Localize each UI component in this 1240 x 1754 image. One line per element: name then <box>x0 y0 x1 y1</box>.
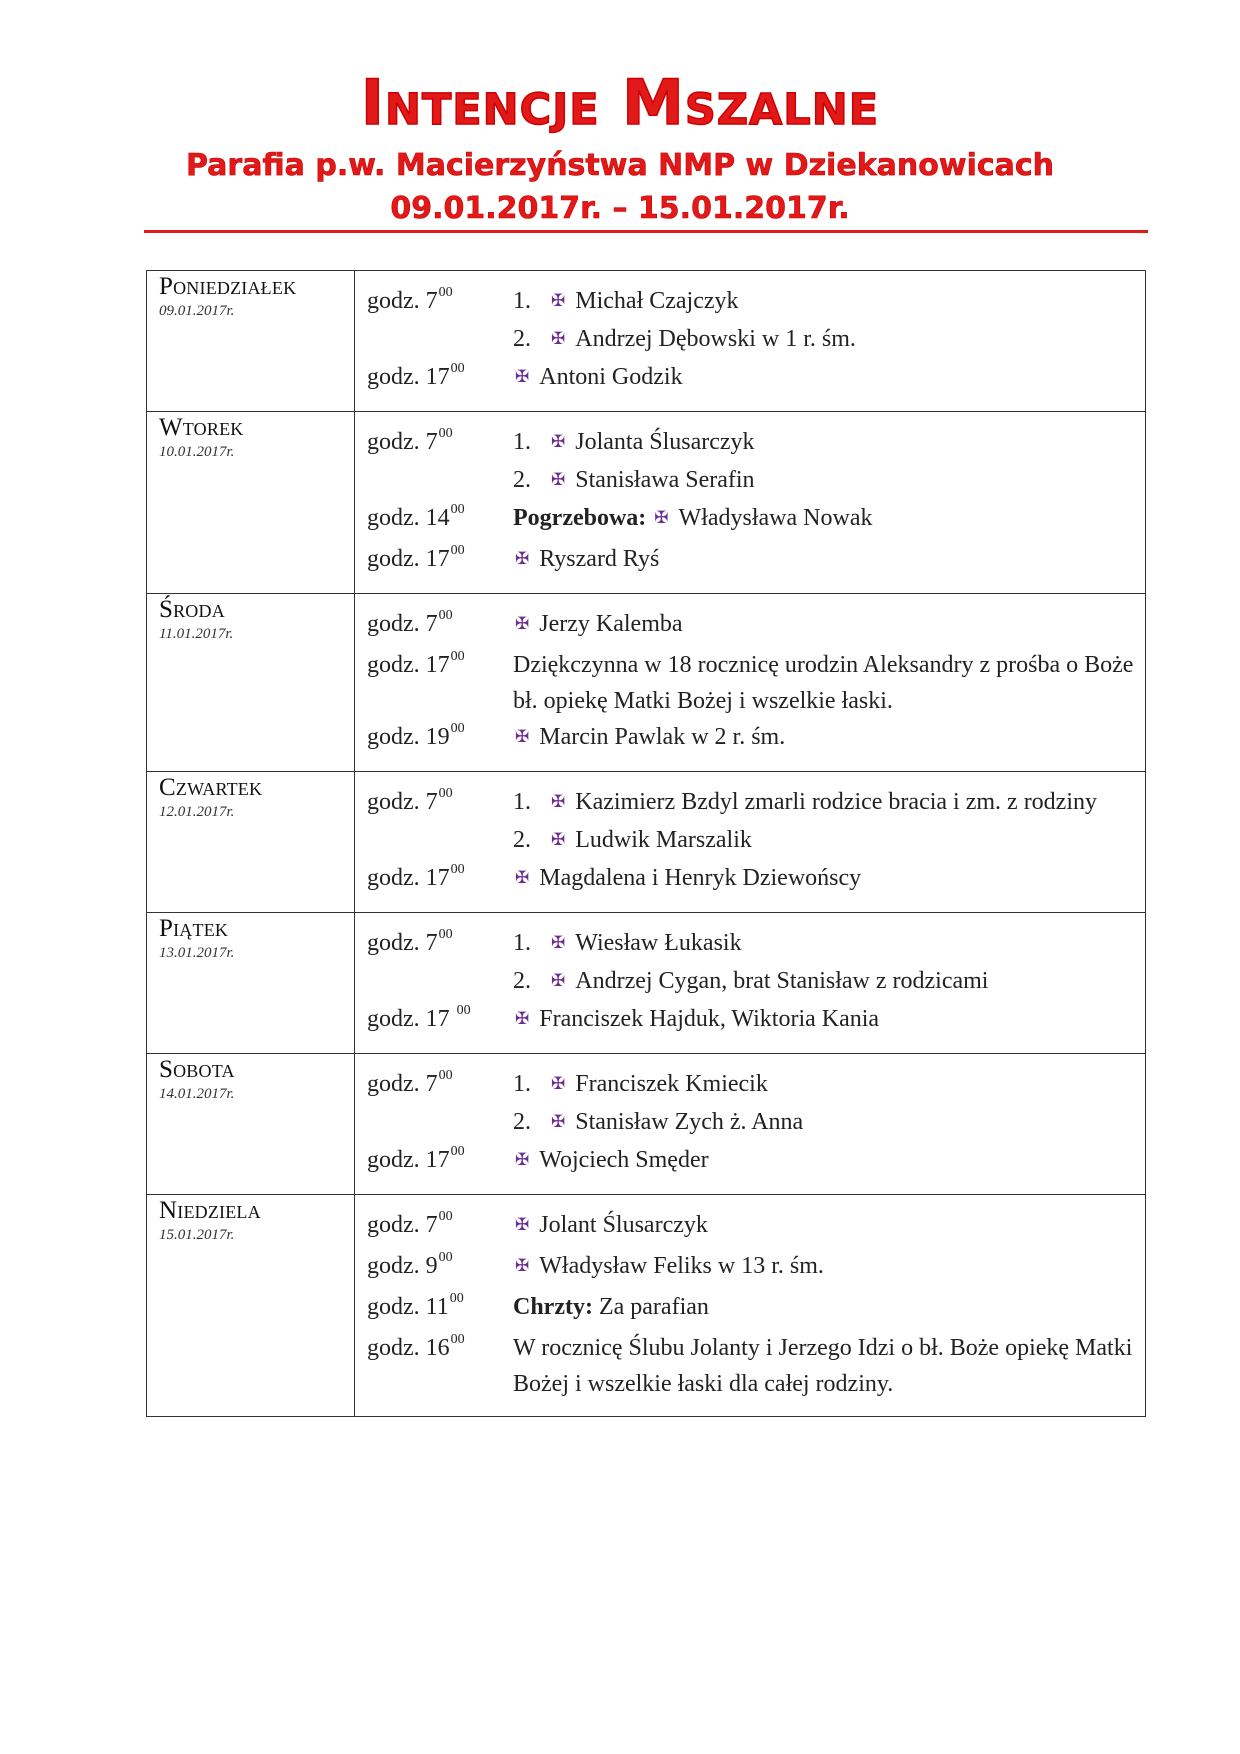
day-row <box>147 412 1146 594</box>
day-cell <box>147 594 355 772</box>
day-row <box>147 772 1146 913</box>
intention-entry <box>513 1066 1135 1104</box>
cross-icon: ✠ <box>551 329 566 348</box>
mass-minute: 00 <box>438 786 453 801</box>
day-cell <box>147 772 355 913</box>
mass-minute: 00 <box>450 1332 465 1347</box>
godz-label: godz. <box>367 789 420 815</box>
day-name: Piątek <box>159 915 229 942</box>
intention-text: Andrzej Dębowski w 1 r. śm. <box>575 326 856 352</box>
intention-text: Ludwik Marszalik <box>575 827 752 853</box>
intention-number: 2. <box>513 1109 531 1135</box>
page-title: Intencje Mszalne <box>360 66 880 139</box>
intention-entry <box>513 963 1135 1001</box>
intention-text: Za parafian <box>598 1294 709 1320</box>
intention-entry <box>513 1104 1135 1142</box>
godz-label: godz. <box>367 930 420 956</box>
cross-icon: ✠ <box>515 614 530 633</box>
mass-minute: 00 <box>438 285 453 300</box>
day-date: 09.01.2017r. <box>159 303 235 319</box>
mass-time <box>365 543 513 573</box>
intention-entry <box>513 283 1135 321</box>
mass-time <box>365 1291 513 1321</box>
mass-line <box>365 1142 1135 1180</box>
godz-label: godz. <box>367 652 420 678</box>
mass-type-label: Chrzty: <box>513 1294 593 1320</box>
cross-icon: ✠ <box>515 1009 530 1028</box>
mass-hour: 7 <box>425 611 438 637</box>
mass-line <box>365 424 1135 462</box>
mass-minute: 00 <box>450 543 465 558</box>
mass-hour: 7 <box>425 1212 438 1238</box>
cross-icon: ✠ <box>515 868 530 887</box>
mass-line <box>365 500 1135 541</box>
mass-time <box>365 649 513 679</box>
godz-label: godz. <box>367 288 420 314</box>
mass-line <box>365 1248 1135 1289</box>
cross-icon: ✠ <box>515 367 530 386</box>
mass-minute: 00 <box>450 502 465 517</box>
mass-hour: 17 <box>425 364 450 390</box>
intention-text: Jolant Ślusarczyk <box>539 1212 708 1238</box>
intention-text: Michał Czajczyk <box>575 288 739 314</box>
intention-entry <box>513 1001 1135 1039</box>
intention-text: Franciszek Hajduk, Wiktoria Kania <box>539 1006 880 1032</box>
day-date: 14.01.2017r. <box>159 1086 235 1102</box>
godz-label: godz. <box>367 1253 420 1279</box>
intention-entry <box>513 321 1135 359</box>
mass-time <box>365 1250 513 1280</box>
schedule-body <box>147 271 1146 1417</box>
mass-time <box>365 786 513 816</box>
intention-entry <box>513 1207 1135 1245</box>
day-name: Wtorek <box>159 414 244 441</box>
intention-number: 1. <box>513 789 531 815</box>
cross-icon: ✠ <box>515 1256 530 1275</box>
mass-time <box>365 862 513 892</box>
godz-label: godz. <box>367 1071 420 1097</box>
day-date: 15.01.2017r. <box>159 1227 235 1243</box>
intention-number: 1. <box>513 930 531 956</box>
day-cell <box>147 913 355 1054</box>
cross-icon: ✠ <box>551 830 566 849</box>
cross-icon: ✠ <box>515 549 530 568</box>
mass-hour: 17 <box>425 652 450 678</box>
godz-label: godz. <box>367 1294 420 1320</box>
mass-line <box>365 1001 1135 1039</box>
mass-time <box>365 1209 513 1239</box>
mass-line <box>365 1289 1135 1330</box>
intention-entry <box>513 1248 1135 1286</box>
mass-hour: 17 <box>425 546 450 572</box>
page-header <box>0 66 1240 230</box>
intention-text: Marcin Pawlak w 2 r. śm. <box>539 724 786 750</box>
mass-time <box>365 1003 513 1033</box>
cross-icon: ✠ <box>551 470 566 489</box>
godz-label: godz. <box>367 546 420 572</box>
intention-number: 1. <box>513 429 531 455</box>
mass-minute: 00 <box>450 649 465 664</box>
mass-minute: 00 <box>450 721 465 736</box>
intention-text: Jerzy Kalemba <box>539 611 683 637</box>
mass-time <box>365 426 513 456</box>
mass-line <box>365 541 1135 579</box>
mass-time <box>365 361 513 391</box>
cross-icon: ✠ <box>515 1215 530 1234</box>
cross-icon: ✠ <box>515 727 530 746</box>
intention-entry <box>513 822 1135 860</box>
intention-text: Franciszek Kmiecik <box>575 1071 768 1097</box>
mass-hour: 17 <box>425 1147 450 1173</box>
mass-hour: 17 <box>425 1006 456 1032</box>
day-cell <box>147 1195 355 1417</box>
godz-label: godz. <box>367 724 420 750</box>
mass-time <box>365 1144 513 1174</box>
day-name: Sobota <box>159 1056 235 1083</box>
mass-time <box>365 927 513 957</box>
day-date: 13.01.2017r. <box>159 945 235 961</box>
intention-text: Magdalena i Henryk Dziewońscy <box>539 865 862 891</box>
cross-icon: ✠ <box>654 508 669 527</box>
mass-line <box>365 1330 1135 1402</box>
cross-icon: ✠ <box>551 971 566 990</box>
mass-line <box>365 359 1135 397</box>
cross-icon: ✠ <box>551 1112 566 1131</box>
mass-type-label: Pogrzebowa: <box>513 505 647 531</box>
intention-entry <box>513 359 1135 397</box>
mass-time <box>365 1332 513 1362</box>
cross-icon: ✠ <box>515 1150 530 1169</box>
intention-text: Wiesław Łukasik <box>575 930 742 956</box>
intention-text: W rocznicę Ślubu Jolanty i Jerzego Idzi o bł. Boże opiekę Matki Bożej i wszelkie łaski dla całej rodziny. <box>513 1335 1133 1397</box>
mass-hour: 7 <box>425 789 438 815</box>
godz-label: godz. <box>367 429 420 455</box>
godz-label: godz. <box>367 505 420 531</box>
mass-line <box>365 1104 1135 1142</box>
mass-hour: 7 <box>425 930 438 956</box>
mass-hour: 14 <box>425 505 450 531</box>
mass-hour: 7 <box>425 429 438 455</box>
cross-icon: ✠ <box>551 1074 566 1093</box>
godz-label: godz. <box>367 865 420 891</box>
mass-time <box>365 502 513 532</box>
day-name: Poniedziałek <box>159 273 297 300</box>
intention-entry <box>513 424 1135 462</box>
mass-hour: 7 <box>425 288 438 314</box>
godz-label: godz. <box>367 611 420 637</box>
mass-hour: 17 <box>425 865 450 891</box>
intention-text: Ryszard Ryś <box>539 546 660 572</box>
cross-icon: ✠ <box>551 432 566 451</box>
mass-hour: 9 <box>425 1253 438 1279</box>
godz-label: godz. <box>367 1006 420 1032</box>
mass-minute: 00 <box>450 862 465 877</box>
mass-line <box>365 719 1135 757</box>
mass-hour: 11 <box>425 1294 449 1320</box>
date-range: 09.01.2017r. – 15.01.2017r. <box>390 191 850 226</box>
intention-entry <box>513 1289 1135 1325</box>
mass-line <box>365 925 1135 963</box>
day-date: 10.01.2017r. <box>159 444 235 460</box>
intention-entry <box>513 860 1135 898</box>
mass-minute: 00 <box>456 1003 471 1018</box>
mass-line <box>365 963 1135 1001</box>
mass-minute: 00 <box>438 608 453 623</box>
cross-icon: ✠ <box>551 291 566 310</box>
day-cell <box>147 412 355 594</box>
mass-minute: 00 <box>449 1291 464 1306</box>
cross-icon: ✠ <box>551 792 566 811</box>
masses-cell <box>355 913 1146 1054</box>
mass-minute: 00 <box>438 426 453 441</box>
intention-entry <box>513 541 1135 579</box>
day-name: Środa <box>159 596 225 623</box>
intention-entry <box>513 925 1135 963</box>
mass-minute: 00 <box>438 927 453 942</box>
mass-line <box>365 860 1135 898</box>
day-row <box>147 913 1146 1054</box>
godz-label: godz. <box>367 1212 420 1238</box>
mass-line <box>365 784 1135 822</box>
intention-entry <box>513 1330 1135 1402</box>
intention-number: 2. <box>513 827 531 853</box>
header-divider <box>144 230 1148 233</box>
day-row <box>147 1054 1146 1195</box>
intention-number: 1. <box>513 288 531 314</box>
intention-number: 2. <box>513 968 531 994</box>
mass-hour: 19 <box>425 724 450 750</box>
day-date: 11.01.2017r. <box>159 626 234 642</box>
mass-time <box>365 608 513 638</box>
mass-minute: 00 <box>438 1209 453 1224</box>
mass-line <box>365 321 1135 359</box>
mass-minute: 00 <box>438 1250 453 1265</box>
intention-text: Jolanta Ślusarczyk <box>575 429 755 455</box>
intention-text: Andrzej Cygan, brat Stanisław z rodzicami <box>575 968 989 994</box>
day-name: Niedziela <box>159 1197 261 1224</box>
mass-line <box>365 606 1135 647</box>
day-date: 12.01.2017r. <box>159 804 235 820</box>
day-row <box>147 1195 1146 1417</box>
intention-text: Stanisława Serafin <box>575 467 755 493</box>
day-row <box>147 271 1146 412</box>
masses-cell <box>355 1195 1146 1417</box>
intention-text: Stanisław Zych ż. Anna <box>575 1109 804 1135</box>
intention-entry <box>513 719 1135 757</box>
intention-entry <box>513 606 1135 644</box>
intention-entry <box>513 462 1135 500</box>
mass-line <box>365 1066 1135 1104</box>
day-row <box>147 594 1146 772</box>
mass-time <box>365 721 513 751</box>
intention-number: 2. <box>513 326 531 352</box>
cross-icon: ✠ <box>551 933 566 952</box>
godz-label: godz. <box>367 1335 420 1361</box>
intention-entry <box>513 1142 1135 1180</box>
masses-cell <box>355 412 1146 594</box>
godz-label: godz. <box>367 1147 420 1173</box>
intention-text: Antoni Godzik <box>539 364 683 390</box>
mass-minute: 00 <box>450 361 465 376</box>
mass-line <box>365 283 1135 321</box>
intention-text: Dziękczynna w 18 rocznicę urodzin Aleksandry z prośba o Boże bł. opiekę Matki Bożej i wszelkie łaski. <box>513 652 1134 714</box>
intention-entry <box>513 647 1135 719</box>
masses-cell <box>355 594 1146 772</box>
masses-cell <box>355 271 1146 412</box>
intention-text: Wojciech Smęder <box>539 1147 709 1173</box>
intention-entry <box>513 784 1135 822</box>
masses-cell <box>355 772 1146 913</box>
mass-intentions-table <box>146 270 1146 1417</box>
mass-line <box>365 647 1135 719</box>
mass-time <box>365 285 513 315</box>
mass-line <box>365 462 1135 500</box>
masses-cell <box>355 1054 1146 1195</box>
day-name: Czwartek <box>159 774 263 801</box>
mass-hour: 16 <box>425 1335 450 1361</box>
mass-time <box>365 1068 513 1098</box>
intention-number: 1. <box>513 1071 531 1097</box>
intention-number: 2. <box>513 467 531 493</box>
intention-text: Władysława Nowak <box>678 505 873 531</box>
parish-name: Parafia p.w. Macierzyństwa NMP w Dziekanowicach <box>185 148 1055 183</box>
mass-line <box>365 822 1135 860</box>
intention-entry <box>513 500 1135 538</box>
intention-text: Kazimierz Bzdyl zmarli rodzice bracia i zm. z rodziny <box>575 789 1098 815</box>
mass-minute: 00 <box>450 1144 465 1159</box>
day-cell <box>147 1054 355 1195</box>
day-cell <box>147 271 355 412</box>
mass-hour: 7 <box>425 1071 438 1097</box>
intention-text: Władysław Feliks w 13 r. śm. <box>539 1253 824 1279</box>
godz-label: godz. <box>367 364 420 390</box>
mass-minute: 00 <box>438 1068 453 1083</box>
mass-line <box>365 1207 1135 1248</box>
